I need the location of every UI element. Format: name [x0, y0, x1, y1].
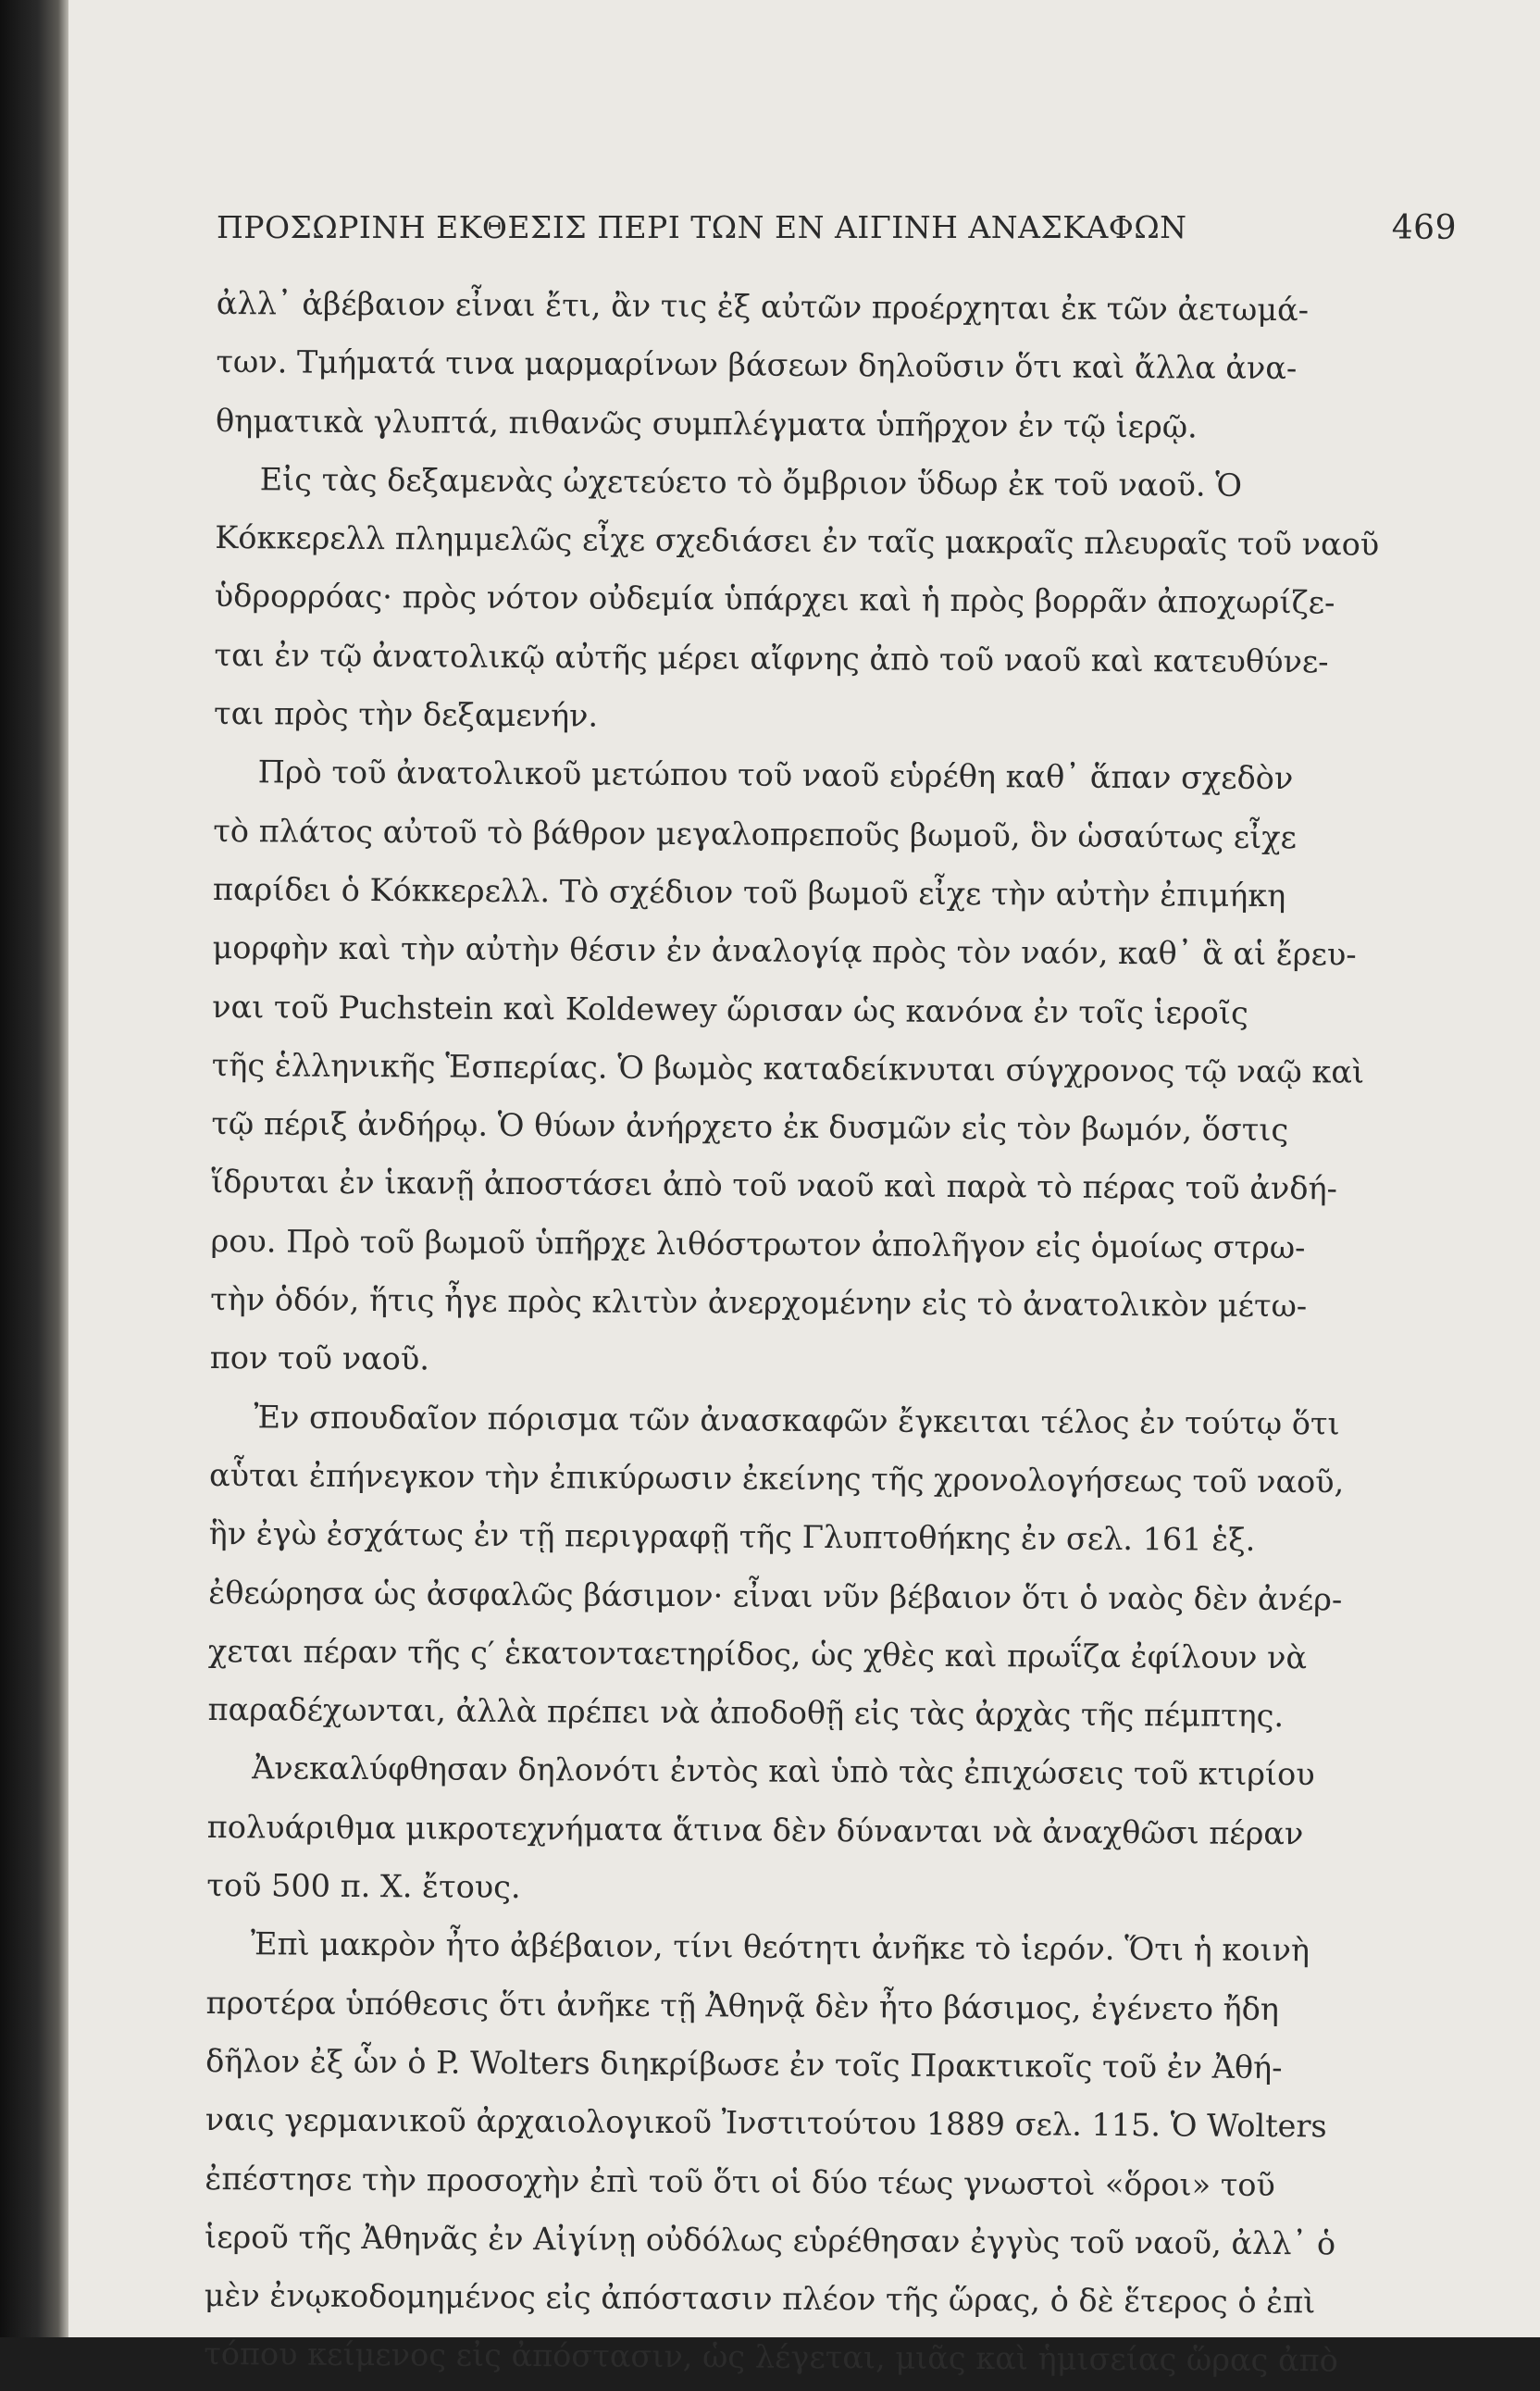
text-line: μὲν ἐνῳκοδομημένος εἰς ἀπόστασιν πλέον τῆς ὥρας, ὁ δὲ ἕτερος ὁ ἐπὶ: [204, 2277, 1316, 2321]
text-line: Πρὸ τοῦ ἀνατολικοῦ μετώπου τοῦ ναοῦ εὑρέθη καθ᾽ ἅπαν σχεδὸν: [257, 753, 1294, 797]
page-number: 469: [1391, 209, 1457, 247]
text-line: παραδέχωνται, ἀλλὰ πρέπει νὰ ἀποδοθῇ εἰς τὰς ἀρχὰς τῆς πέμπτης.: [207, 1691, 1285, 1735]
text-line: τόπου κείμενος εἰς ἀπόστασιν, ὡς λέγεται, μιᾶς καὶ ἡμισείας ὥρας ἀπὸ: [204, 2335, 1338, 2379]
text-line: τὴν ὁδόν, ἥτις ἦγε πρὸς κλιτὺν ἀνερχομένην εἰς τὸ ἀνατολικὸν μέτω-: [210, 1281, 1308, 1325]
text-line: προτέρα ὑπόθεσις ὅτι ἀνῆκε τῇ Ἀθηνᾷ δὲν ἦτο βάσιμος, ἐγένετο ἤδη: [205, 1984, 1280, 2027]
text-line: τὸ πλάτος αὐτοῦ τὸ βάθρον μεγαλοπρεποῦς βωμοῦ, ὃν ὡσαύτως εἶχε: [213, 812, 1298, 855]
text-line: ναι τοῦ Puchstein καὶ Koldewey ὥρισαν ὡς κανόνα ἐν τοῖς ἱεροῖς: [212, 988, 1248, 1031]
book-page: [68, 0, 1540, 2379]
text-line: τῷ πέριξ ἀνδήρῳ. Ὁ θύων ἀνήρχετο ἐκ δυσμῶν εἰς τὸν βωμόν, ὅστις: [211, 1105, 1289, 1149]
text-line: ται ἐν τῷ ἀνατολικῷ αὐτῆς μέρει αἴφνης ἀπὸ τοῦ ναοῦ καὶ κατευθύνε-: [214, 636, 1329, 680]
text-line: ἐθεώρησα ὡς ἀσφαλῶς βάσιμον· εἶναι νῦν βέβαιον ὅτι ὁ ναὸς δὲν ἀνέρ-: [208, 1574, 1343, 1617]
text-line: πολυάριθμα μικροτεχνήματα ἅτινα δὲν δύνανται νὰ ἀναχθῶσι πέραν: [206, 1808, 1304, 1851]
text-line: Εἰς τὰς δεξαμενὰς ὠχετεύετο τὸ ὄμβριον ὕδωρ ἐκ τοῦ ναοῦ. Ὁ: [259, 461, 1243, 504]
text-line: δῆλον ἐξ ὧν ὁ P. Wolters διηκρίβωσε ἐν τοῖς Πρακτικοῖς τοῦ ἐν Ἀθή-: [205, 2042, 1283, 2086]
running-title: ΠΡΟΣΩΡΙΝΗ ΕΚΘΕΣΙΣ ΠΕΡΙ ΤΩΝ ΕΝ ΑΙΓΙΝΗ ΑΝΑΣΚΑΦΩΝ: [217, 209, 1187, 245]
text-line: ἣν ἐγὼ ἐσχάτως ἐν τῇ περιγραφῇ τῆς Γλυπτοθήκης ἐν σελ. 161 ἑξ.: [208, 1515, 1256, 1559]
text-line: ται πρὸς τὴν δεξαμενήν.: [213, 695, 599, 734]
text-line: μορφὴν καὶ τὴν αὐτὴν θέσιν ἐν ἀναλογίᾳ πρὸς τὸν ναόν, καθ᾽ ἃ αἱ ἔρευ-: [212, 929, 1357, 973]
text-line: ρου. Πρὸ τοῦ βωμοῦ ὑπῆρχε λιθόστρωτον ἀπολῆγον εἰς ὁμοίως στρω-: [210, 1222, 1306, 1265]
page-header: [217, 209, 1457, 255]
text-line: παρίδει ὁ Κόκκερελλ. Τὸ σχέδιον τοῦ βωμοῦ εἶχε τὴν αὐτὴν ἐπιμήκη: [212, 870, 1286, 915]
text-line: Ἀνεκαλύφθησαν δηλονότι ἐντὸς καὶ ὑπὸ τὰς ἐπιχώσεις τοῦ κτιρίου: [252, 1750, 1315, 1793]
text-line: τῆς ἑλληνικῆς Ἑσπερίας. Ὁ βωμὸς καταδείκνυται σύγχρονος τῷ ναῷ καὶ: [211, 1046, 1365, 1090]
text-line: πον τοῦ ναοῦ.: [209, 1339, 430, 1377]
text-line: χεται πέραν τῆς ς′ ἑκατονταετηρίδος, ὡς χθὲς καὶ πρωΐζα ἐφίλουν νὰ: [207, 1632, 1308, 1676]
text-line: Κόκκερελλ πλημμελῶς εἶχε σχεδιάσει ἐν ταῖς μακραῖς πλευραῖς τοῦ ναοῦ: [215, 519, 1380, 563]
text-line: ἀλλ᾽ ἀβέβαιον εἶναι ἔτι, ἂν τις ἐξ αὐτῶν προέρχηται ἐκ τῶν ἀετωμά-: [216, 284, 1310, 329]
text-line: ναις γερμανικοῦ ἀρχαιολογικοῦ Ἰνστιτούτου 1889 σελ. 115. Ὁ Wolters: [205, 2101, 1327, 2145]
text-line: ἐπέστησε τὴν προσοχὴν ἐπὶ τοῦ ὅτι οἱ δύο τέως γνωστοὶ «ὅροι» τοῦ: [205, 2160, 1275, 2203]
text-line: Ἐπὶ μακρὸν ἦτο ἀβέβαιον, τίνι θεότητι ἀνῆκε τὸ ἱερόν. Ὅτι ἡ κοινὴ: [250, 1925, 1310, 1969]
body-text: [204, 274, 1457, 2391]
text-line: ἱεροῦ τῆς Ἀθηνᾶς ἐν Αἰγίνῃ οὐδόλως εὑρέθησαν ἐγγὺς τοῦ ναοῦ, ἀλλ᾽ ὁ: [204, 2218, 1336, 2262]
text-line: τοῦ 500 π. Χ. ἔτους.: [206, 1866, 521, 1906]
text-line: ὑδρορρόας· πρὸς νότον οὐδεμία ὑπάρχει καὶ ἡ πρὸς βορρᾶν ἀποχωρίζε-: [214, 578, 1335, 621]
book-gutter: [0, 0, 68, 2337]
text-line: θηματικὰ γλυπτά, πιθανῶς συμπλέγματα ὑπῆρχον ἐν τῷ ἱερῷ.: [215, 402, 1198, 445]
text-line: των. Τμήματά τινα μαρμαρίνων βάσεων δηλοῦσιν ὅτι καὶ ἄλλα ἀνα-: [216, 343, 1298, 387]
text-line: ἵδρυται ἐν ἱκανῇ ἀποστάσει ἀπὸ τοῦ ναοῦ καὶ παρὰ τὸ πέρας τοῦ ἀνδή-: [210, 1164, 1338, 1207]
text-line: αὗται ἐπήνεγκον τὴν ἐπικύρωσιν ἐκείνης τῆς χρονολογήσεως τοῦ ναοῦ,: [208, 1456, 1345, 1501]
text-line: Ἐν σπουδαῖον πόρισμα τῶν ἀνασκαφῶν ἔγκειται τέλος ἐν τούτῳ ὅτι: [254, 1398, 1340, 1442]
